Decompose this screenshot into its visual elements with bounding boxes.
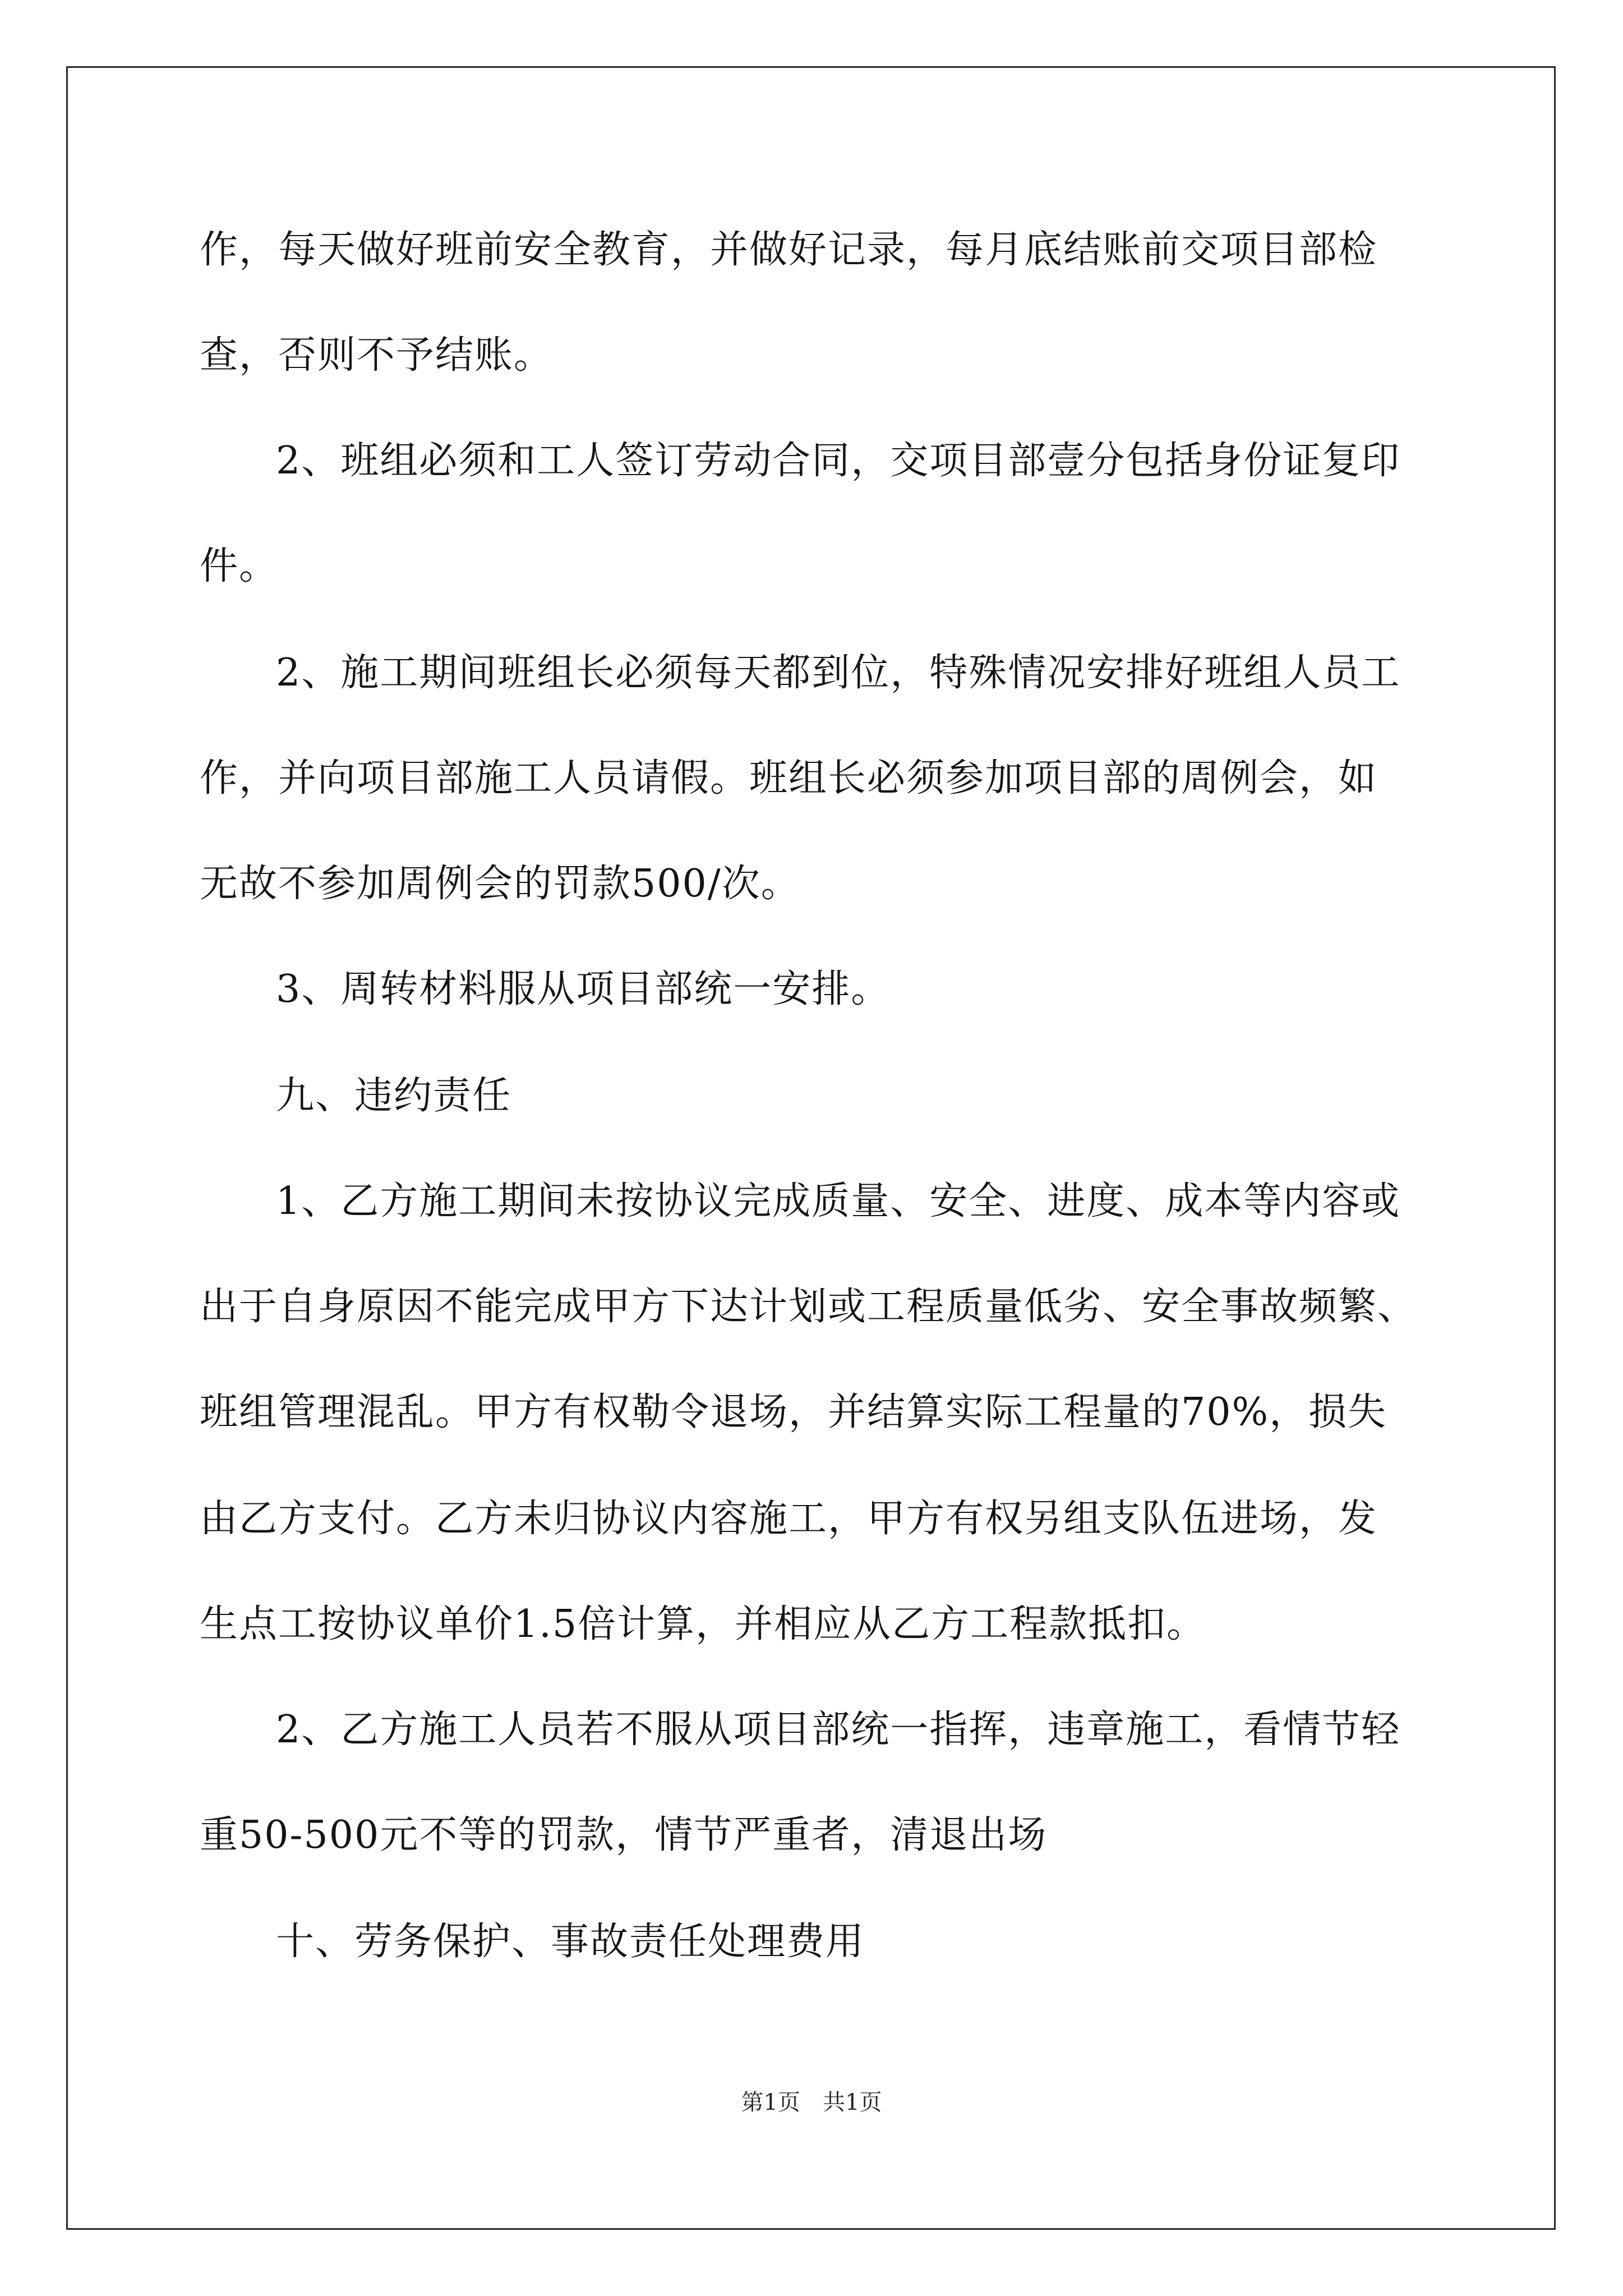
- text-line: 班组管理混乱。甲方有权勒令退场，并结算实际工程量的70%，损失: [200, 1390, 1387, 1434]
- text-line: 由乙方支付。乙方未归协议内容施工，甲方有权另组支队伍进场，发: [200, 1497, 1378, 1541]
- text-line: 重50-500元不等的罚款，情节严重者，清退出场: [200, 1813, 1048, 1857]
- section-heading: 十、劳务保护、事故责任处理费用: [276, 1920, 865, 1964]
- paragraph-line: 2、施工期间班组长必须每天都到位，特殊情况安排好班组人员工: [276, 651, 1401, 695]
- text-line: 件。: [200, 544, 279, 588]
- text-line: 生点工按协议单价1.5倍计算，并相应从乙方工程款抵扣。: [200, 1602, 1206, 1646]
- page-number: 第1页 共1页: [741, 2090, 882, 2115]
- text-line: 作，每天做好班前安全教育，并做好记录，每月底结账前交项目部检: [200, 228, 1378, 272]
- paragraph-line: 1、乙方施工期间未按协议完成质量、安全、进度、成本等内容或: [276, 1179, 1401, 1223]
- page-border: [66, 66, 1556, 2230]
- text-line: 无故不参加周例会的罚款500/次。: [200, 862, 800, 906]
- paragraph-line: 2、乙方施工人员若不服从项目部统一指挥，违章施工，看情节轻: [276, 1708, 1401, 1752]
- text-line: 作，并向项目部施工人员请假。班组长必须参加项目部的周例会，如: [200, 756, 1378, 800]
- text-line: 出于自身原因不能完成甲方下达计划或工程质量低劣、安全事故频繁、: [200, 1285, 1417, 1329]
- section-heading: 九、违约责任: [276, 1074, 512, 1118]
- paragraph-line: 3、周转材料服从项目部统一安排。: [276, 967, 891, 1011]
- paragraph-line: 2、班组必须和工人签订劳动合同，交项目部壹分包括身份证复印: [276, 439, 1401, 483]
- text-line: 查，否则不予结账。: [200, 333, 554, 378]
